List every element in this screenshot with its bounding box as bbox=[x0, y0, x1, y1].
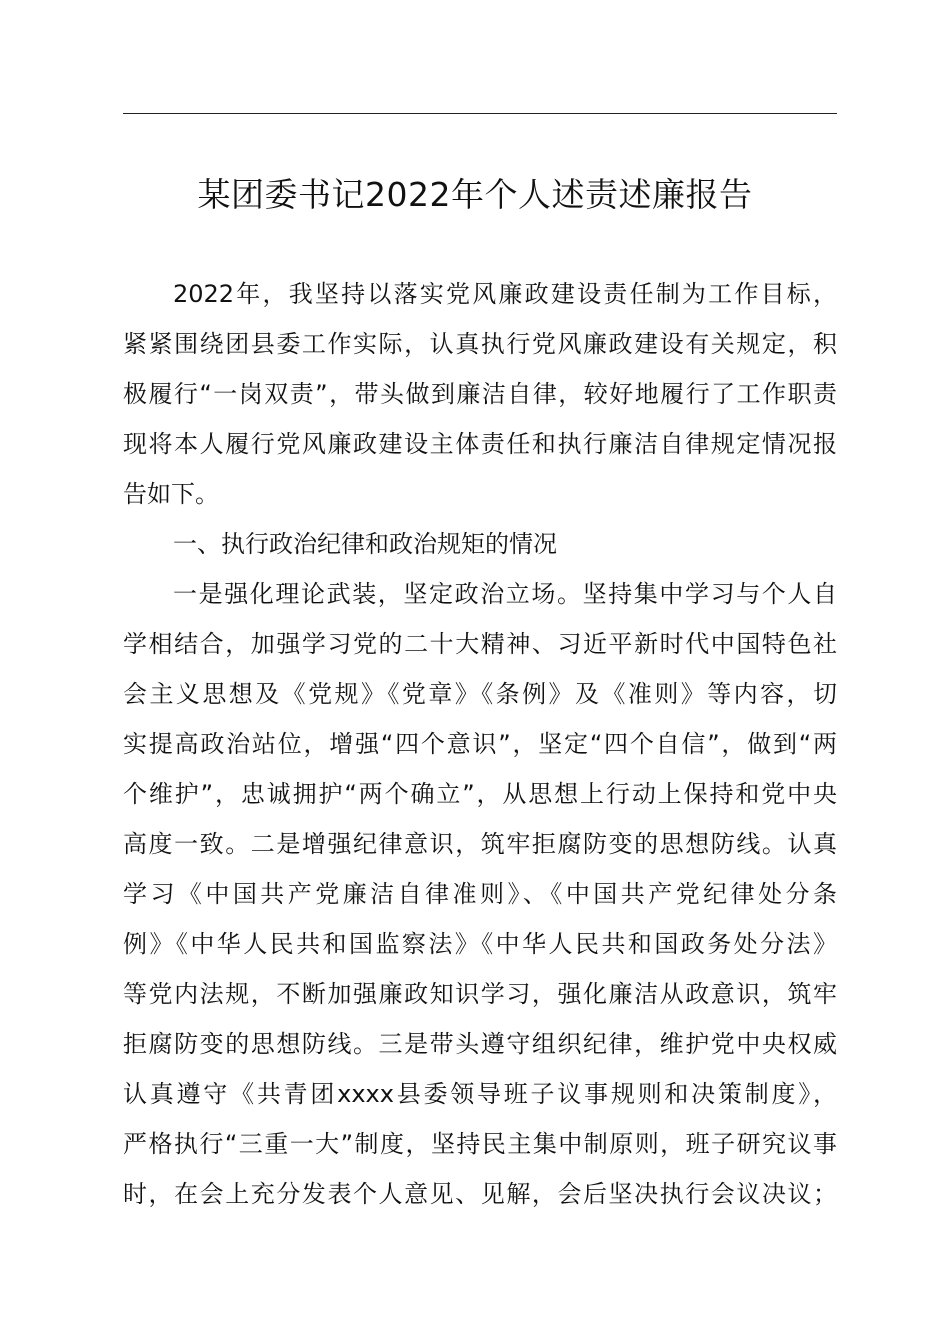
section-heading: 一、执行政治纪律和政治规矩的情况 bbox=[173, 530, 557, 558]
paragraph-line: 会主义思想及《党规》《党章》《条例》及《准则》等内容，切 bbox=[123, 680, 837, 708]
document-body bbox=[123, 269, 837, 1219]
paragraph-line: 一是强化理论武装，坚定政治立场。坚持集中学习与个人自 bbox=[173, 580, 837, 608]
header-rule bbox=[123, 113, 837, 114]
paragraph-line: 学习《中国共产党廉洁自律准则》、《中国共产党纪律处分条 bbox=[123, 880, 837, 908]
paragraph-line: 等党内法规，不断加强廉政知识学习，强化廉洁从政意识，筑牢 bbox=[123, 980, 837, 1008]
paragraph-line: 例》《中华人民共和国监察法》《中华人民共和国政务处分法》 bbox=[123, 930, 837, 958]
document-title: 某团委书记2022年个人述责述廉报告 bbox=[197, 175, 753, 214]
paragraph-line: 拒腐防变的思想防线。三是带头遵守组织纪律，维护党中央权威 bbox=[123, 1030, 837, 1058]
paragraph-line: 紧紧围绕团县委工作实际，认真执行党风廉政建设有关规定，积 bbox=[123, 330, 837, 358]
paragraph-line: 告如下。 bbox=[123, 480, 219, 508]
paragraph-line: 学相结合，加强学习党的二十大精神、习近平新时代中国特色社 bbox=[123, 630, 837, 658]
paragraph-line: 严格执行“三重一大”制度，坚持民主集中制原则，班子研究议事 bbox=[123, 1130, 837, 1158]
paragraph-line: 时，在会上充分发表个人意见、见解，会后坚决执行会议决议； bbox=[123, 1180, 837, 1208]
paragraph-line: 2022年，我坚持以落实党风廉政建设责任制为工作目标， bbox=[173, 280, 837, 308]
paragraph-line: 实提高政治站位，增强“四个意识”，坚定“四个自信”，做到“两 bbox=[123, 730, 837, 758]
paragraph-line: 高度一致。二是增强纪律意识，筑牢拒腐防变的思想防线。认真 bbox=[123, 830, 837, 858]
paragraph-line: 极履行“一岗双责”，带头做到廉洁自律，较好地履行了工作职责 bbox=[123, 380, 837, 408]
paragraph-line: 个维护”，忠诚拥护“两个确立”，从思想上行动上保持和党中央 bbox=[123, 780, 837, 808]
paragraph-line: 认真遵守《共青团xxxx县委领导班子议事规则和决策制度》， bbox=[123, 1080, 837, 1108]
paragraph-line: 现将本人履行党风廉政建设主体责任和执行廉洁自律规定情况报 bbox=[123, 430, 837, 458]
